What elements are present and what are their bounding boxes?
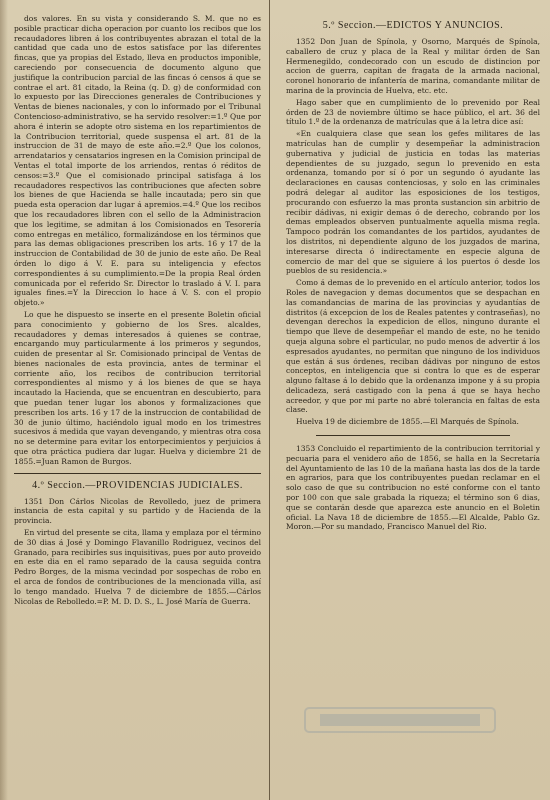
paragraph-signature-spinola: Huelva 19 de diciembre de 1855.—El Marqués de Spínola. <box>296 417 519 427</box>
paragraph-judge-heading: 1351 Don Cárlos Nicolas de Revolledo, juez de primera instancia de esta capital y su partido y de Hacienda de la provincia. <box>14 496 261 526</box>
right-column <box>278 0 546 800</box>
paragraph-summons: En virtud del presente se cita, llama y emplaza por el término de 30 dias á José y Domingo Flavanillo Rodriguez, vecinos del Granado, para recibirles sus inquisitivas, pues por auto proveido en este dia en el ramo separado de la causa seguida contra Pedro Borges, de la misma vecindad por sospechas de robo en el arca de fondos de contribuciones de la mencionada villa, así lo tengo mandado. Huelva 7 de diciembre de 1855.—Cárlos Nicolas de Rebolledo.=P. M. D. D. S., L. José María de Guerra. <box>14 528 261 606</box>
paragraph-publication-order: Lo que he dispuesto se inserte en el presente Boletin oficial para conocimiento y gobierno de los Sres. alcaldes, recaudadores y demas interesados á quienes se contrae, encargando muy particularmente á los primeros y segundos, cuiden de presentar al Sr. Comisionado principal de Ventas de bienes nacionales de esta provincia, antes de terminar el corriente año, los recibos de contribucion territorial correspondientes al mismo y á los bienes de que se haya incautado la Hacienda, que se encuentran en descubierto, para que puedan tener lugar los abonos y formalizaciones que prescriben los arts. 16 y 17 de la instruccion de contabilidad de 30 de junio último, haciéndolo igual modo en los trimestres sucesivos á medida que vayan devengando, y mientras otra cosa no se determine para evitar los entorpecimientos y perjuicios á que otra práctica pudiera dar lugar. Huelva y diciembre 21 de 1855.=Juan Ramon de Burgos. <box>14 309 261 466</box>
paragraph-royal-order: dos valores. En su vista y considerando S. M. que no es posible practicar dicha operacion por cuanto los recibos que los recaudadores libren á los contribuyentes abrazan el total de la cantidad que cada uno de estos satisface por las diferentes fincas, que ya propias del Estado, lleva en productos imponible, careciendo por consecuencia de documento alguno que justifique la contribucion parcial de las fincas ó censos á que se contrae el art. 81 citado, la Reina (q. D. g) de conformidad con lo expuesto por las Direcciones generales de Contribuciones y Ventas de bienes nacionales, y con lo informado por el Tribunal Contencioso-administrativo, se ha servido resolver:=1.º Que por ahora é interin se adopte otro sistema en los repartimientos de la Contribucion territorial, quede suspensa el art. 81 de la instruccion de 31 de mayo de este año.=2.º Que los colonos, arrendatarios y censatarios ingresen en la Comision principal de Ventas el total importe de los arriendos, rentas ó réditos de censos:=3.º Que el comisionado principal satisfaga á los recaudadores respectivos las contribuciones que afecten sobre los bienes de que Hacienda se halle incautada; pero sin que pueda esta operacion dar lugar á apremios.=4.º Que los recibos que los recaudadores libren con el sello de la Administracion que los legitime, se admitan á los Comisionados en Tesorería como entregas en metálico, formalizándose en los términos que para las demas obligaciones prescriben los arts. 16 y 17 de la instruccion de Contabilidad de 30 de junio de este año. De Real órden lo digo á V. E. para su inteligencia y efectos correspondientes á su cumplimiento.=De la propia Real órden comunicada por el referido Sr. Director lo traslado á V. I. para iguales fines.=Y la Direccion lo hace á V. S. con el propio objeto.» <box>14 14 261 308</box>
paragraph-marques-heading: 1352 Don Juan de Spínola, y Osorno, Marqués de Spínola, caballero de cruz y placa de la Real y militar órden de San Hermenegildo, condecorado con un escudo de distincion por accion de guerra, capitan de fragata de la armada nacional, coronel honorario de infantería de marina, comandante militar de marina de la provincia de Huelva, etc. etc. <box>286 37 540 95</box>
left-column <box>0 0 270 800</box>
section-title-judicial: 4.º Seccion.—PROVIDENCIAS JUDICIALES. <box>32 479 243 491</box>
paragraph-hago-saber: Hago saber que en cumplimiento de lo prevenido por Real órden de 23 de noviembre último se hace público, el art. 36 del título 1.º de la ordenanza de matrículas que á la letra dice así: <box>286 97 540 127</box>
section-divider <box>14 473 261 474</box>
paragraph-ordinance-quote: «En cualquiera clase que sean los gefes militares de las matrículas han de cumplir y desempeñar la administracion gubernativa y judicial de justicia en todas las materias dependientes de su juzgado, segun lo prevenido en esta ordenanza, tomando por sí ó por un segundo ó ayudante las declaraciones en causas contenciosas, y solo en las criminales podrá delegar al auditor las esposiciones de los testigos, procurando con esfuerzo la mas pronta sustancion sin arbitrio de recibir dádivas, ni exigir demas ó de derecho, cobrando por los demas empleados observen puntualmente aquella misma regla. Tampoco podrán los comandantes de los partidos, ayudantes de los distritos, ni dependiente alguno de los juzgados de marina, interesarse directa ó indirectamente en especie alguna de comercio de mar del que se siguiere á los puertos ó desde los pueblos de su residencia.» <box>286 129 540 276</box>
notice-divider <box>316 435 510 436</box>
section-title-edicts: 5.º Seccion.—EDICTOS Y ANUNCIOS. <box>322 20 504 31</box>
paragraph-tax-distribution: 1353 Concluido el repartimiento de la contribucion territorial y pecuaria para el venidero año de 1856, se halla en la Secretaría del Ayuntamiento de las 10 de la mañana hasta las dos de la tarde en agrarios, para que los contribuyentes puedan reclamar en el solo caso de que su contribucion no esté conforme con el tanto por 100 con que sale grabada la riqueza; el término son 6 dias, que se contarán desde que aparezca este anuncio en el Boletin oficial. La Nava 18 de diciembre de 1855.—El Alcalde, Pablo Gz. Moron.—Por su mandado, Francisco Manuel del Rio. <box>286 444 540 532</box>
paragraph-roles-navigation: Como á demas de lo prevenido en el artículo anterior, todos los Roles de navegacion y demas documentos que se despachan en las comandancias de marina de las provincias y ayudantías de distritos (á excepcion de los de Reales patentes y contraseñas), no devengan derechos la expedicion de ellos, ninguno durante el tiempo que lleve de desempeñar el mando de este, no he tenido queja alguna sobre el particular, no pudo menos de advertir á los espresados ayudantes, no permitan que ninguno de los individuos que están á sus órdenes, reciban dádivas por ninguno de estos conceptos, en inteligencia que si contra lo que es de esperar alguno faltase á lo debido que la ordenanza impone y á su propia delicadeza, será castigado con la pena á que se haya hecho acreedor, y que por mi parte no abré tolerancia en faltas de esta clase. <box>286 278 540 415</box>
